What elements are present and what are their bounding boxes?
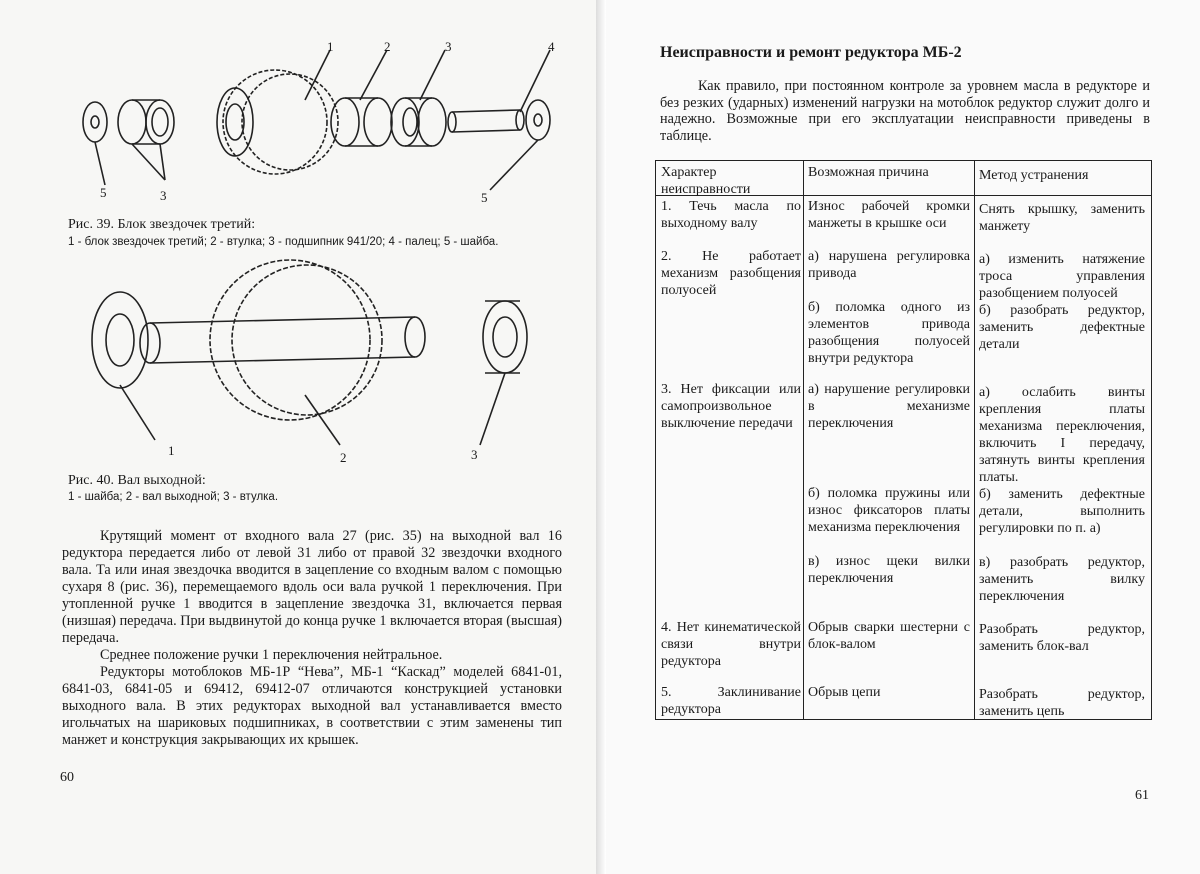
- fig40-caption: Рис. 40. Вал выходной:: [68, 473, 206, 488]
- row3-cause-b: б) поломка пружины или износ фиксаторов платы механизма переключения: [808, 486, 970, 535]
- header-fix: Метод устранения: [979, 168, 1089, 183]
- row4-fault: 4. Нет кинематической связи внутри редуктора: [661, 620, 801, 669]
- figure-40-drawing: [75, 255, 555, 455]
- header-cause: Возможная причина: [808, 165, 929, 180]
- fig39-label-5: 5: [100, 185, 107, 200]
- row3-fix-a: а) ослабить винты крепления платы механизма переключения, включить I передачу, затянуть винты крепления платы.: [979, 385, 1145, 485]
- paragraph: Крутящий момент от входного вала 27 (рис. 35) на выходной вал 16 редуктора передается либо от левой 31 либо от правой 32 звездочки входного вала. Та или иная звездочка вводится в зацепление со входным валом с помощью сухаря 8 (рис. 36), перемещаемого вдоль оси вала ручкой 1 переключения. При утопленной ручке 1 вводится в зацепление звездочка 31, включается первая (низшая) передача. При выдвинутой до конца ручке 1 включается вторая (высшая) передача.: [62, 528, 562, 646]
- row1-cause: Износ рабочей кромки манжеты в крышке оси: [808, 199, 970, 231]
- fig40-label-3: 3: [471, 447, 478, 462]
- fig39-label-2: 2: [384, 39, 391, 54]
- page-number: 61: [1135, 788, 1149, 803]
- row3-cause-c: в) износ щеки вилки переключения: [808, 554, 970, 586]
- intro-paragraph: Как правило, при постоянном контроле за уровнем масла в редукторе и без резких (ударных) изменений нагрузки на мотоблок редуктор служит долго и надежно. Возможные при его эксплуатации неисправности приведены в таблице.: [660, 78, 1150, 144]
- row2-cause-a: а) нарушена регулировка привода: [808, 249, 970, 281]
- fig40-label-1: 1: [168, 443, 175, 458]
- fig39-caption: Рис. 39. Блок звездочек третий:: [68, 217, 256, 232]
- row2-fix-a: а) изменить натяжение троса управления разобщением полуосей: [979, 252, 1145, 301]
- book-spine: [596, 0, 606, 874]
- row3-cause-a: а) нарушение регулировки в механизме переключения: [808, 382, 970, 431]
- figure-39-drawing: [60, 30, 580, 220]
- row4-cause: Обрыв сварки шестерни с блок-валом: [808, 620, 970, 652]
- row3-fault: 3. Нет фиксации или самопроизвольное выключение передачи: [661, 382, 801, 431]
- row5-fix: Разобрать редуктор, заменить цепь: [979, 687, 1145, 719]
- fig39-label-4: 4: [548, 39, 555, 54]
- row2-fix-b: б) разобрать редуктор, заменить дефектные детали: [979, 303, 1145, 352]
- row5-cause: Обрыв цепи: [808, 685, 881, 700]
- row2-fault: 2. Не работает механизм разобщения полуосей: [661, 249, 801, 298]
- fig39-label-5b: 5: [481, 190, 488, 205]
- fig39-label-1: 1: [327, 39, 334, 54]
- fig39-legend: 1 - блок звездочек третий; 2 - втулка; 3 - подшипник 941/20; 4 - палец; 5 - шайба.: [68, 236, 499, 248]
- fig39-label-3b: 3: [160, 188, 167, 203]
- section-title: Неисправности и ремонт редуктора МБ-2: [660, 44, 962, 61]
- row1-fault: 1. Течь масла по выходному валу: [661, 199, 801, 231]
- paragraph: Редукторы мотоблоков МБ-1Р “Нева”, МБ-1 “Каскад” моделей 6841-01, 6841-03, 6841-05 и 69412, 69412-07 отличаются конструкцией установки выходного вала. В этих редукторах выходной вал устанавливается вместо игольчатых на шариковых подшипниках, в соответствии с этим заменены тип манжет и конструкция закрывающих их крышек.: [62, 664, 562, 748]
- row4-fix: Разобрать редуктор, заменить блок-вал: [979, 622, 1145, 654]
- page-number: 60: [60, 770, 74, 785]
- header-fault: Характер неисправности: [661, 165, 751, 197]
- row2-cause-b: б) поломка одного из элементов привода разобщения полуосей внутри редуктора: [808, 300, 970, 366]
- row3-fix-b: б) заменить дефектные детали, выполнить регулировки по п. а): [979, 487, 1145, 536]
- body-text: [62, 528, 562, 749]
- row1-fix: Снять крышку, заменить манжету: [979, 202, 1145, 234]
- row3-fix-c: в) разобрать редуктор, заменить вилку переключения: [979, 555, 1145, 604]
- faults-table: [655, 160, 1152, 720]
- row5-fault: 5. Заклинивание редуктора: [661, 685, 801, 717]
- fig39-label-3: 3: [445, 39, 452, 54]
- fig40-label-2: 2: [340, 450, 347, 465]
- paragraph: Среднее положение ручки 1 переключения нейтральное.: [100, 647, 443, 663]
- fig40-legend: 1 - шайба; 2 - вал выходной; 3 - втулка.: [68, 491, 279, 503]
